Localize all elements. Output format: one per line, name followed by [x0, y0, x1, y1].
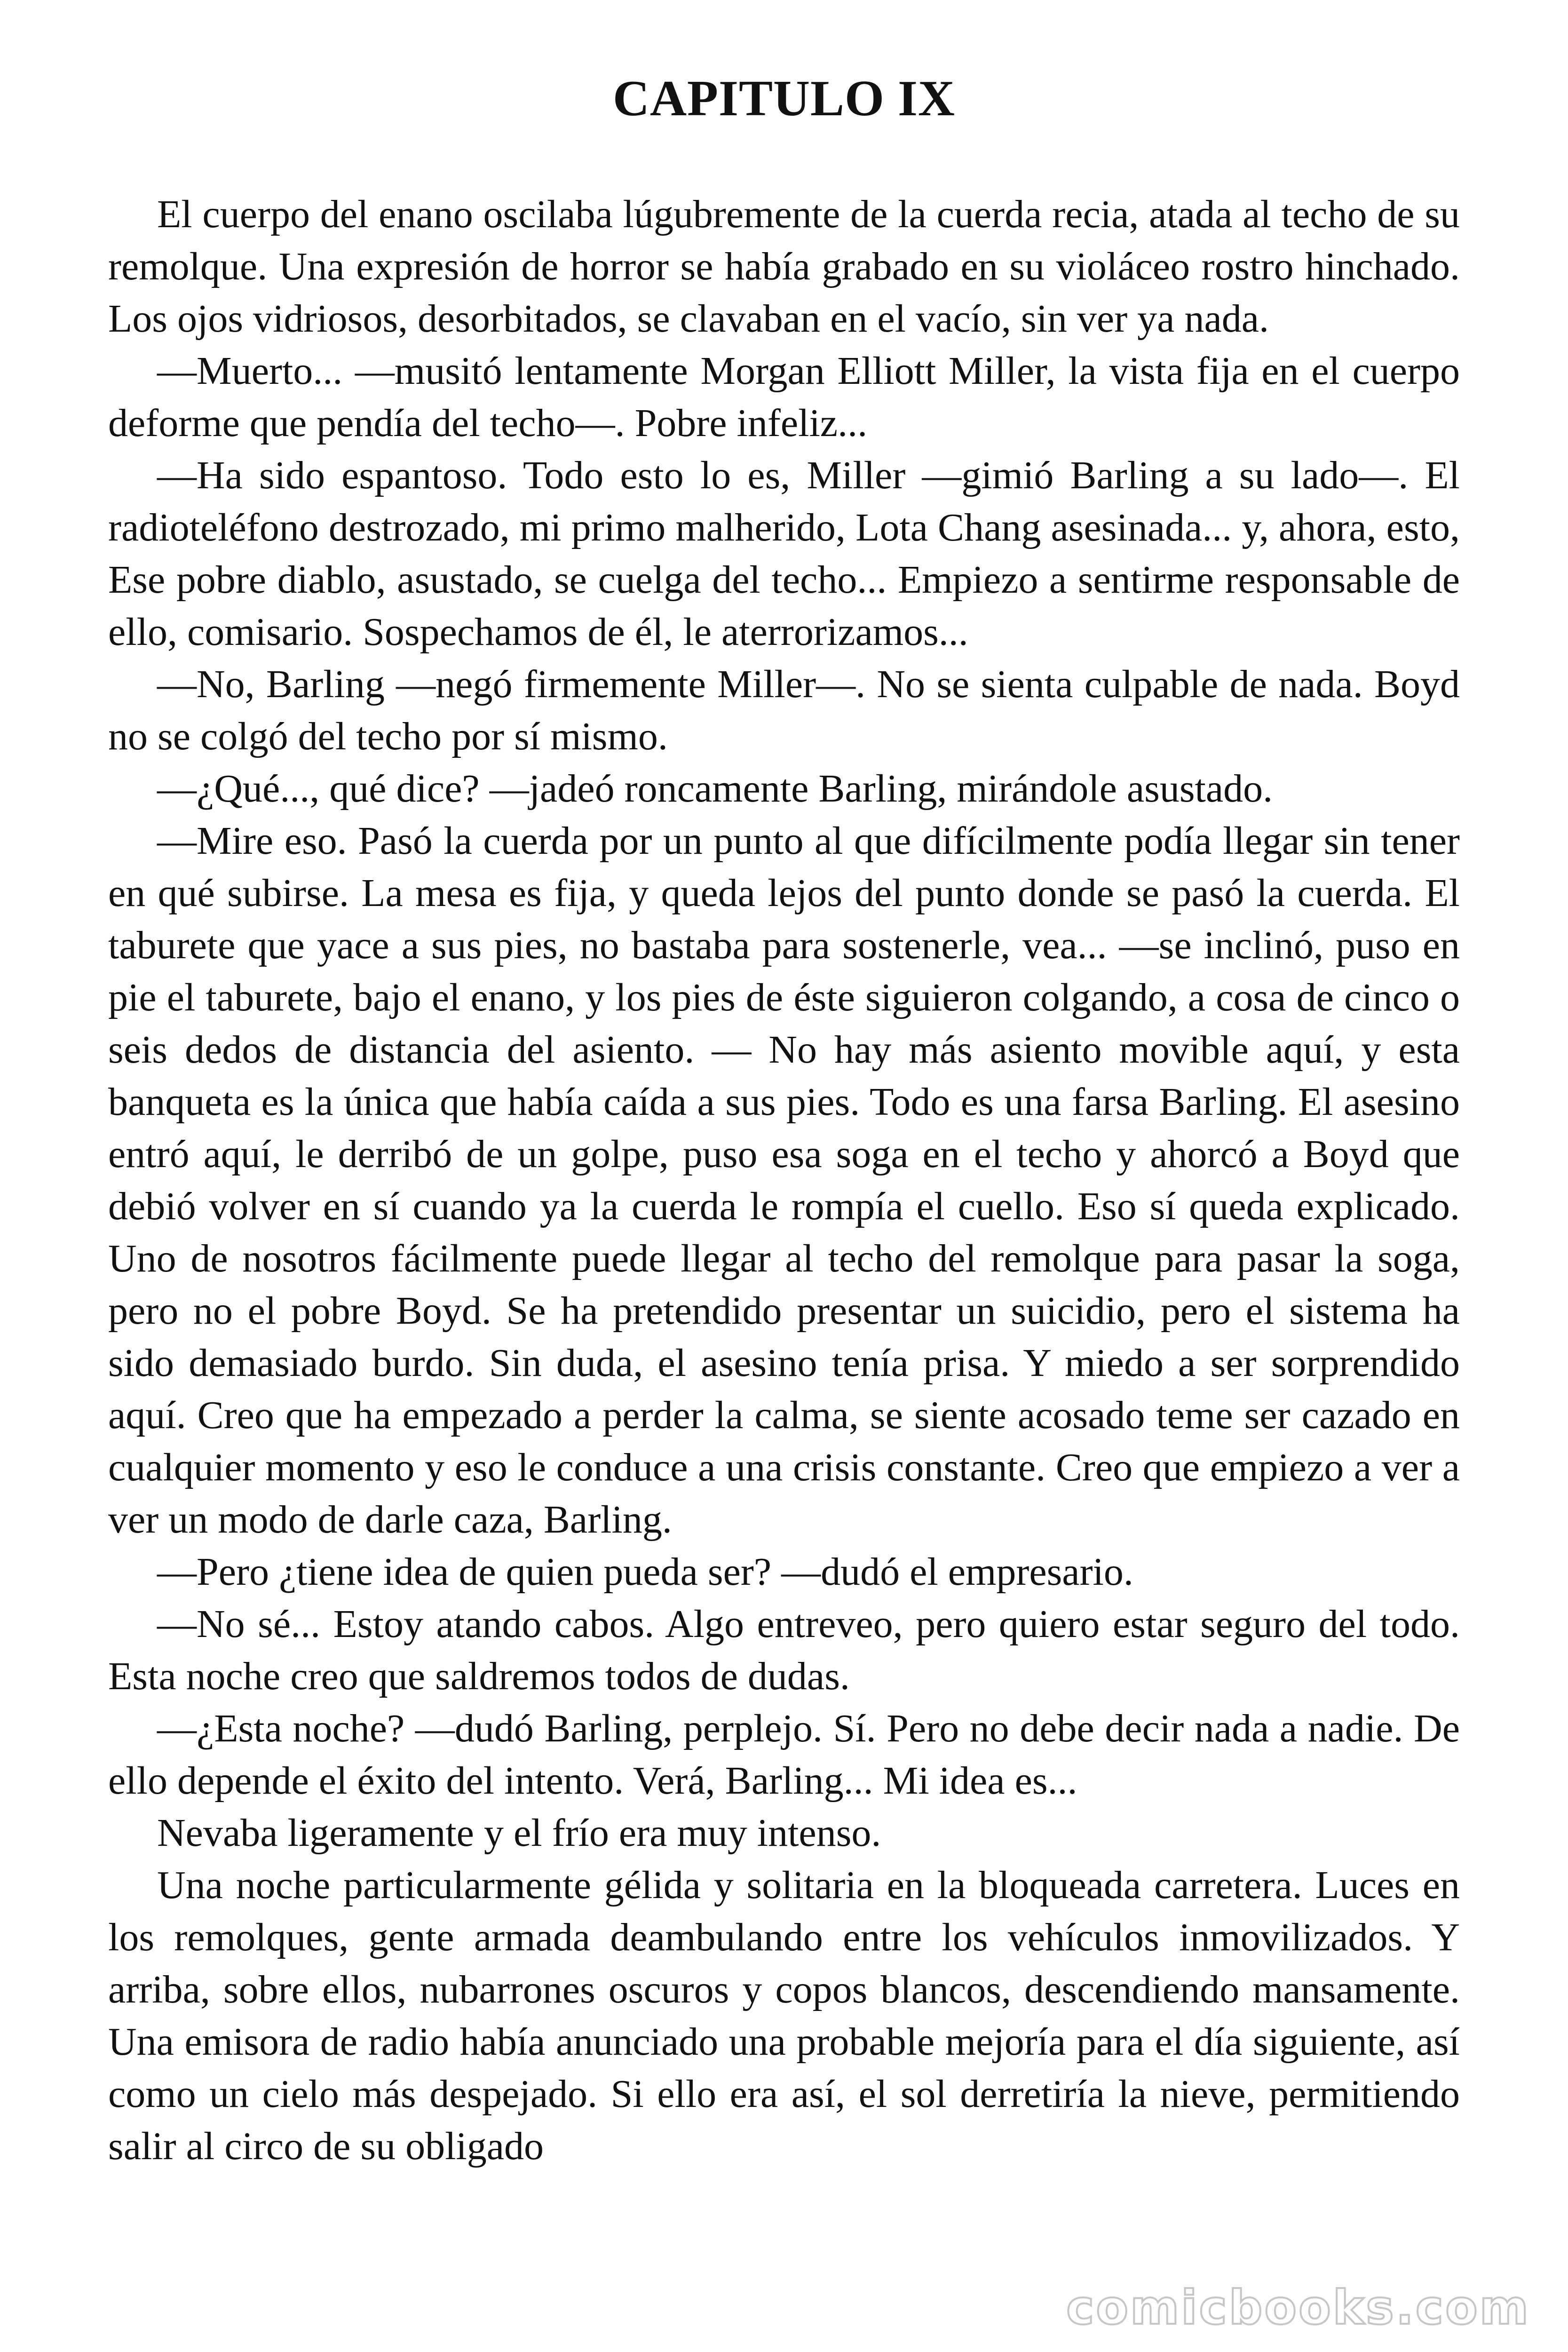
paragraph: —¿Qué..., qué dice? —jadeó roncamente Barling, mirándole asustado. [157, 767, 1273, 810]
paragraph: —¿Esta noche? —dudó Barling, perplejo. Sí. Pero no debe decir nada a nadie. De ello depende el éxito del intento. Verá, Barling... Mi idea es... [108, 1707, 1460, 1803]
watermark-logo: comicbooks.com [1066, 2280, 1530, 2335]
paragraph: El cuerpo del enano oscilaba lúgubremente de la cuerda recia, atada al techo de su remolque. Una expresión de horror se había grabado en su violáceo rostro hinchado. Los ojos vidriosos, desorbitados, se clavaban en el vacío, sin ver ya nada. [108, 192, 1460, 341]
paragraph: —Muerto... —musitó lentamente Morgan Elliott Miller, la vista fija en el cuerpo deforme que pendía del techo—. Pobre infeliz... [108, 349, 1460, 445]
paragraph: Nevaba ligeramente y el frío era muy intenso. [157, 1811, 881, 1855]
chapter-body [108, 188, 1460, 2172]
paragraph: —Ha sido espantoso. Todo esto lo es, Miller —gimió Barling a su lado—. El radioteléfono destrozado, mi primo malherido, Lota Chang asesinada... y, ahora, esto, Ese pobre diablo, asustado, se cuelga del techo... Empiezo a sentirme responsable de ello, comisario. Sospechamos de él, le aterrorizamos... [108, 453, 1460, 654]
paragraph: Una noche particularmente gélida y solitaria en la bloqueada carretera. Luces en los remolques, gente armada deambulando entre los vehículos inmovilizados. Y arriba, sobre ellos, nubarrones oscuros y copos blancos, descendiendo mansamente. Una emisora de radio había anunciado una probable mejoría para el día siguiente, así como un cielo más despejado. Si ello era así, el sol derretiría la nieve, permitiendo salir al circo de su obligado [108, 1863, 1460, 2168]
paragraph: —No, Barling —negó firmemente Miller—. No se sienta culpable de nada. Boyd no se colgó del techo por sí mismo. [108, 662, 1460, 758]
paragraph: —No sé... Estoy atando cabos. Algo entreveo, pero quiero estar seguro del todo. Esta noche creo que saldremos todos de dudas. [108, 1602, 1460, 1698]
paragraph: —Mire eso. Pasó la cuerda por un punto al que difícilmente podía llegar sin tener en qué subirse. La mesa es fija, y queda lejos del punto donde se pasó la cuerda. El taburete que yace a sus pies, no bastaba para sostenerle, vea... —se inclinó, puso en pie el taburete, bajo el enano, y los pies de éste siguieron colgando, a cosa de cinco o seis dedos de distancia del asiento. — No hay más asiento movible aquí, y esta banqueta es la única que había caída a sus pies. Todo es una farsa Barling. El asesino entró aquí, le derribó de un golpe, puso esa soga en el techo y ahorcó a Boyd que debió volver en sí cuando ya la cuerda le rompía el cuello. Eso sí queda explicado. Uno de nosotros fácilmente puede llegar al techo del remolque para pasar la soga, pero no el pobre Boyd. Se ha pretendido presentar un suicidio, pero el sistema ha sido demasiado burdo. Sin duda, el asesino tenía prisa. Y miedo a ser sorprendido aquí. Creo que ha empezado a perder la calma, se siente acosado teme ser cazado en cualquier momento y eso le conduce a una crisis constante. Creo que empiezo a ver a ver un modo de darle caza, Barling. [108, 819, 1460, 1542]
paragraph: —Pero ¿tiene idea de quien pueda ser? —dudó el empresario. [157, 1550, 1133, 1594]
chapter-title: CAPITULO IX [612, 71, 956, 127]
